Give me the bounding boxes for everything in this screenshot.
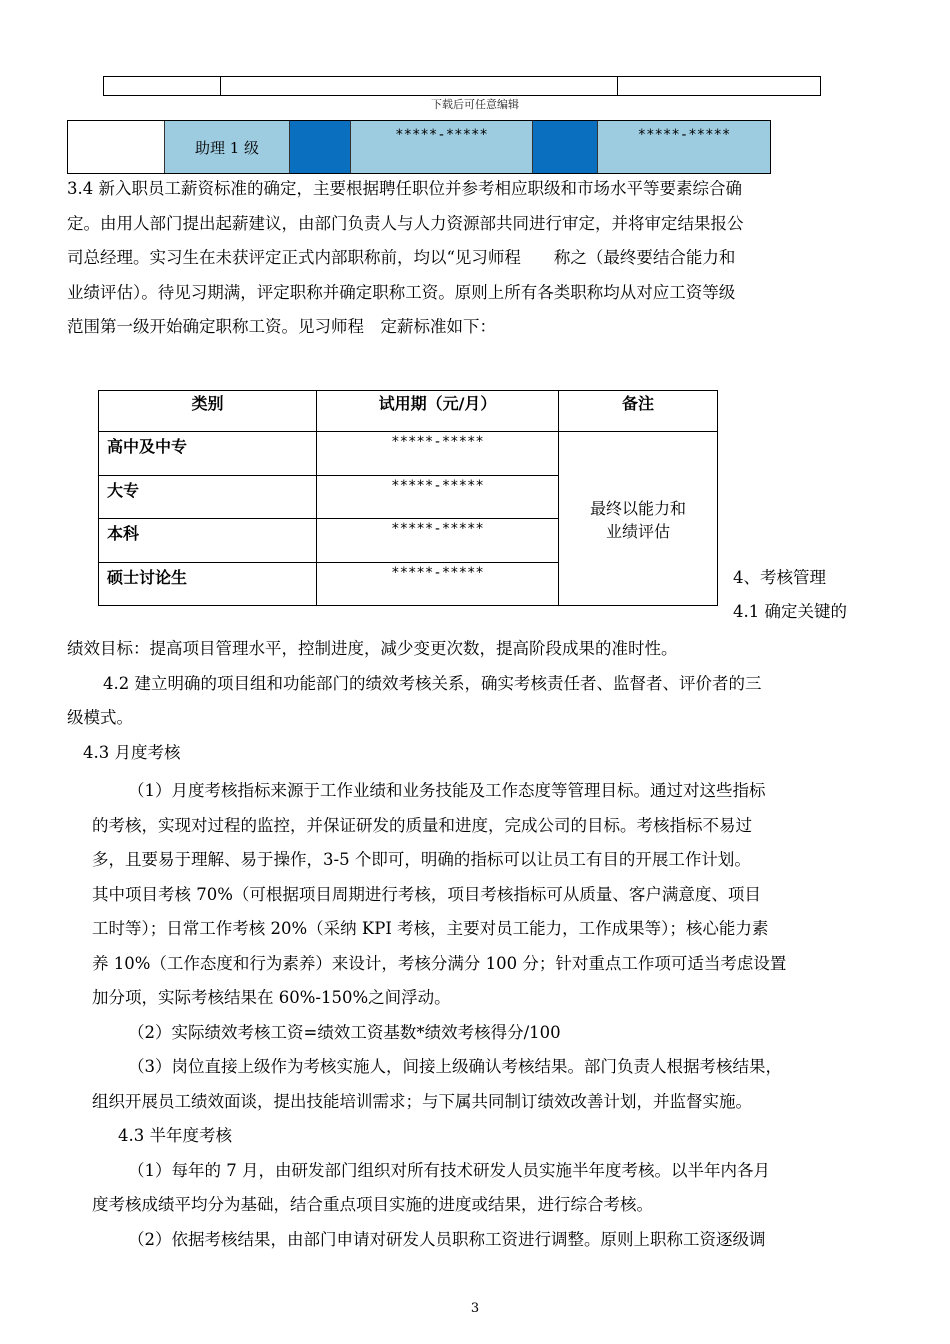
category-cell: 本科: [99, 519, 317, 562]
watermark-text: 下载后可任意编辑: [431, 98, 519, 111]
band-range-cell: [351, 121, 533, 173]
paragraph-line: 的考核，实现对过程的监控，并保证研发的质量和进度，完成公司的目标。考核指标不易过: [92, 815, 752, 835]
table-header-cell: 试用期（元/月）: [317, 391, 559, 432]
subsection-heading: 4.3 月度考核: [83, 742, 181, 762]
section-3-4: [67, 172, 887, 345]
monthly-review-body: [92, 774, 892, 1257]
value-cell: *****-*****: [317, 519, 559, 562]
band-range-1: *****-*****: [395, 127, 488, 143]
paragraph-line: 级模式。: [67, 708, 133, 727]
category-cell: 硕士讨论生: [99, 562, 317, 605]
value-cell: *****-*****: [317, 432, 559, 475]
paragraph-line: 工时等）；日常工作考核 20%（采纳 KPI 考核，主要对员工能力，工作成果等）；核心能力素: [92, 919, 769, 938]
band-label-cell: [165, 121, 290, 173]
section-4-heading: 4、考核管理: [733, 568, 826, 587]
note-cell: [559, 432, 718, 606]
paragraph-line: 绩效目标：提高项目管理水平，控制进度，减少变更次数，提高阶段成果的准时性。: [67, 639, 678, 658]
top-table-fragment: [103, 76, 821, 96]
page-number: 3: [470, 1301, 480, 1316]
paragraph-line: 业绩评估）。待见习期满，评定职称并确定职称工资。原则上所有各类职称均从对应工资等级: [67, 282, 736, 302]
paragraph-line: 组织开展员工绩效面谈，提出技能培训需求；与下属共同制订绩效改善计划，并监督实施。: [92, 1091, 752, 1111]
paragraph-line: 定。由用人部门提出起薪建议，由部门负责人与人力资源部共同进行审定，并将审定结果报公: [67, 213, 744, 233]
table-row: [99, 432, 718, 475]
table-header-cell: 备注: [559, 391, 718, 432]
trainee-salary-table: [98, 390, 718, 606]
paragraph-line: （1）月度考核指标来源于工作业绩和业务技能及工作态度等管理目标。通过对这些指标: [128, 781, 766, 800]
salary-band-row: [67, 120, 771, 174]
top-table-cell: [618, 77, 820, 95]
paragraph-line: 范围第一级开始确定职称工资。见习师程 定薪标准如下：: [67, 317, 496, 336]
band-range-cell: [598, 121, 770, 173]
paragraph-line: 司总经理。实习生在未获评定正式内部职称前，均以“见习师程 称之（最终要结合能力和: [67, 248, 736, 267]
category-cell: 大专: [99, 475, 317, 518]
paragraph-line: （3）岗位直接上级作为考核实施人，间接上级确认考核结果。部门负责人根据考核结果，: [128, 1057, 782, 1076]
paragraph-line: 养 10%（工作态度和行为素养）来设计，考核分满分 100 分；针对重点工作项可适当考虑设置: [92, 953, 787, 973]
category-cell: 高中及中专: [99, 432, 317, 475]
top-table-cell: [221, 77, 618, 95]
note-text: 最终以能力和业绩评估: [589, 498, 686, 541]
paragraph-line: （2）依据考核结果，由部门申请对研发人员职称工资进行调整。原则上职称工资逐级调: [128, 1229, 766, 1249]
band-range-2: *****-*****: [637, 127, 731, 143]
paragraph-line: （2）实际绩效考核工资=绩效工资基数*绩效考核得分/100: [128, 1022, 561, 1042]
table-header-row: [99, 391, 718, 432]
paragraph-line: 4.2 建立明确的项目组和功能部门的绩效考核关系，确实考核责任者、监督者、评价者的三: [103, 673, 762, 693]
value-cell: *****-*****: [317, 475, 559, 518]
paragraph-line: 其中项目考核 70%（可根据项目周期进行考核，项目考核指标可从质量、客户满意度、项目: [92, 884, 761, 904]
paragraph-line: （1）每年的 7 月，由研发部门组织对所有技术研发人员实施半年度考核。以半年内各月: [128, 1160, 770, 1180]
paragraph-line: 加分项，实际考核结果在 60%-150%之间浮动。: [92, 988, 451, 1007]
section-4-1-start: 4.1 确定关键的: [733, 602, 847, 621]
section-4-body: [67, 632, 887, 770]
paragraph-line: 度考核成绩平均分为基础，结合重点项目实施的进度或结果，进行综合考核。: [92, 1195, 653, 1214]
top-table-cell: [104, 77, 221, 95]
paragraph-line: 多，且要易于理解、易于操作，3-5 个即可，明确的指标可以让员工有目的开展工作计划。: [92, 850, 751, 869]
band-dark-cell: [290, 121, 351, 173]
band-label: 助理 1 级: [194, 138, 260, 157]
paragraph-line: 3.4 新入职员工薪资标准的确定，主要根据聘任职位并参考相应职级和市场水平等要素综合确: [67, 179, 742, 198]
table-header-cell: 类别: [99, 391, 317, 432]
band-empty-cell: [68, 121, 165, 173]
subsection-heading: 4.3 半年度考核: [118, 1126, 232, 1145]
band-dark-cell: [533, 121, 598, 173]
value-cell: *****-*****: [317, 562, 559, 605]
